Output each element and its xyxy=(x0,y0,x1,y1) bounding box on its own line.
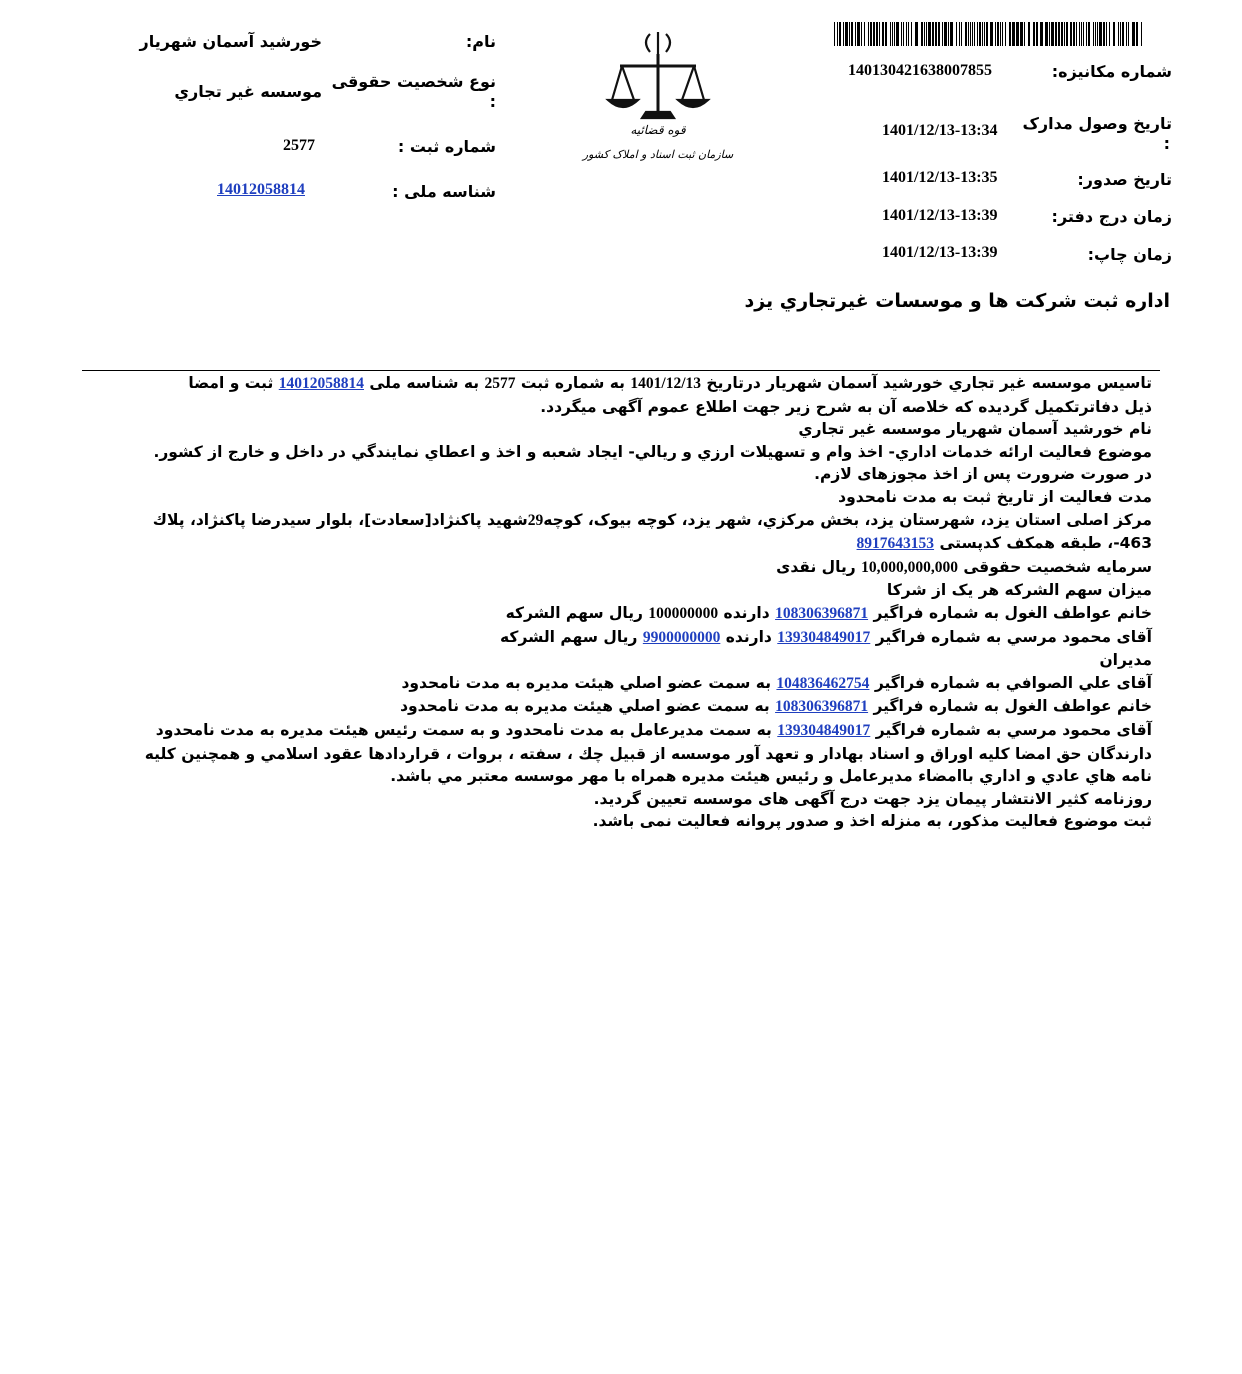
barcode-bar xyxy=(876,22,878,46)
body-line-13: مدیران xyxy=(1099,651,1152,670)
barcode-bar xyxy=(1012,22,1015,46)
barcode-bar xyxy=(1033,22,1035,46)
barcode-bar xyxy=(1002,22,1003,46)
barcode-bar xyxy=(995,22,996,46)
barcode-bar xyxy=(1103,22,1105,46)
emblem-org-text: سازمان ثبت اسناد و املاک کشور xyxy=(582,148,734,161)
barcode-bar xyxy=(868,22,869,46)
body-line-5: در صورت ضرورت پس از اخذ مجوزهای لازم. xyxy=(814,465,1152,484)
barcode-bar xyxy=(968,22,969,46)
judiciary-emblem xyxy=(578,26,738,176)
barcode-bar xyxy=(903,22,904,46)
issue-date-label: تاریخ صدور: xyxy=(1077,170,1172,189)
barcode-bar xyxy=(890,22,891,46)
barcode-bar xyxy=(1005,22,1006,46)
body-line-14: آقای علي الصوافي به شماره فراگیر 104836462754 به سمت عضو اصلي هیئت مدیره به مدت نامحدود xyxy=(401,673,1152,692)
documents-received-value: 1401/12/13-13:34 xyxy=(882,122,998,139)
partner-2-amount-link[interactable]: 9900000000 xyxy=(642,628,721,646)
barcode-bar xyxy=(855,22,856,46)
barcode-bar xyxy=(839,22,841,46)
barcode-bar xyxy=(1055,22,1057,46)
partner-1-id-link[interactable]: 108306396871 xyxy=(775,604,869,622)
barcode-bar xyxy=(1118,22,1119,46)
director-1-id-link[interactable]: 104836462754 xyxy=(776,674,870,692)
barcode-bar xyxy=(1076,22,1077,46)
barcode-bar xyxy=(911,22,912,46)
barcode-bar xyxy=(1009,22,1011,46)
barcode-bar xyxy=(1122,22,1124,46)
barcode-bar xyxy=(1049,22,1050,46)
barcode-bar xyxy=(1081,22,1082,46)
barcode-bar xyxy=(997,22,999,46)
barcode-bar xyxy=(1051,22,1054,46)
barcode-bar xyxy=(1097,22,1098,46)
barcode-bar xyxy=(1120,22,1121,46)
director-3-id-link[interactable]: 139304849017 xyxy=(777,721,871,739)
barcode-bar xyxy=(843,22,844,46)
documents-received-label: تاریخ وصول مدارک xyxy=(1022,114,1172,133)
barcode-bar xyxy=(974,22,975,46)
body-line-4: موضوع فعالیت ارائه خدمات اداري- اخذ وام و تسهیلات ارزي و ریالي- ایجاد شعبه و اخذ و اعطاي نمایندگي در داخل و خارج از کشور. xyxy=(153,442,1152,461)
barcode-bar xyxy=(1036,22,1038,46)
barcode-bar xyxy=(1000,22,1001,46)
barcode-bar xyxy=(1028,22,1030,46)
barcode-bar xyxy=(990,22,993,46)
barcode-bar xyxy=(979,22,981,46)
barcode-bar xyxy=(950,22,953,46)
barcode-bar xyxy=(1066,22,1068,46)
barcode-bar xyxy=(1073,22,1075,46)
barcode-bar xyxy=(834,22,835,46)
barcode-bar xyxy=(906,22,907,46)
barcode-bar xyxy=(1070,22,1072,46)
body-national-id-link[interactable]: 14012058814 xyxy=(278,375,364,392)
barcode-bar xyxy=(972,22,973,46)
barcode-bar xyxy=(928,22,931,46)
barcode-bar xyxy=(948,22,949,46)
barcode-bar xyxy=(882,22,884,46)
body-line-1: تاسیس موسسه غیر تجاري خورشید آسمان شهریار درتاریخ 1401/12/13 به شماره ثبت 2577 به شناسه ملی 14012058814 ثبت و امضا xyxy=(188,374,1152,392)
barcode-bar xyxy=(984,22,985,46)
barcode-bar xyxy=(1141,22,1142,46)
national-id-label: شناسه ملی : xyxy=(392,182,496,201)
barcode-bar xyxy=(982,22,983,46)
barcode-bar xyxy=(1064,22,1065,46)
office-title: اداره ثبت شرکت ها و موسسات غیرتجاري یزد xyxy=(744,290,1170,312)
barcode-bar xyxy=(1040,22,1043,46)
barcode-bar xyxy=(901,22,902,46)
barcode-bar xyxy=(1113,22,1115,46)
name-value: خورشید آسمان شهریار xyxy=(139,32,322,51)
entity-type-colon: : xyxy=(489,92,496,111)
barcode-bar xyxy=(1099,22,1102,46)
barcode-bar xyxy=(942,22,943,46)
barcode-bar xyxy=(1132,22,1135,46)
body-line-2: ذیل دفاترتکمیل گردیده که خلاصه آن به شرح زیر جهت اطلاع عموم آگهی میگردد. xyxy=(540,397,1152,416)
barcode-bar xyxy=(894,22,895,46)
print-time-label: زمان چاپ: xyxy=(1087,245,1172,264)
barcode-bar xyxy=(1106,22,1107,46)
barcode-bar xyxy=(1128,22,1129,46)
barcode-bar xyxy=(1020,22,1023,46)
mechanized-number-value: 140130421638007855 xyxy=(848,62,992,79)
body-line-12: آقای محمود مرسي به شماره فراگیر 139304849017 دارنده 9900000000 ریال سهم الشرکه xyxy=(500,627,1152,646)
barcode-bar xyxy=(1058,22,1060,46)
barcode-bar xyxy=(959,22,960,46)
body-line-7: مرکز اصلی استان یزد، شهرستان یزد، بخش مرکزي، شهر یزد، کوچه بیوک، کوچه29شهید پاکنژاد[سعادت]، بلوار سیدرضا پاکنژاد، پلاك xyxy=(152,510,1152,529)
barcode-bar xyxy=(1045,22,1048,46)
barcode-bar xyxy=(837,22,838,46)
barcode-bar xyxy=(961,22,962,46)
partner-2-id-link[interactable]: 139304849017 xyxy=(777,628,871,646)
national-id-link[interactable]: 14012058814 xyxy=(217,181,305,198)
barcode-bar xyxy=(944,22,947,46)
register-time-value: 1401/12/13-13:39 xyxy=(882,207,998,224)
barcode-bar xyxy=(1126,22,1127,46)
barcode-bar xyxy=(861,22,862,46)
reg-number-value: 2577 xyxy=(283,137,315,154)
documents-received-colon: : xyxy=(1163,134,1170,153)
entity-type-label: نوع شخصیت حقوقی xyxy=(331,72,496,91)
mechanized-number-label: شماره مکانیزه: xyxy=(1051,62,1172,81)
barcode-bar xyxy=(921,22,923,46)
barcode-bar xyxy=(1136,22,1138,46)
emblem-judiciary-text: قوه قضائیه xyxy=(630,123,686,137)
barcode-bar xyxy=(986,22,988,46)
postal-code-link[interactable]: 8917643153 xyxy=(856,535,935,553)
barcode-bar xyxy=(1024,22,1025,46)
barcode-bar xyxy=(879,22,880,46)
body-line-3: نام خورشید آسمان شهریار موسسه غیر تجاري xyxy=(798,420,1152,439)
barcode-bar xyxy=(1109,22,1110,46)
entity-type-value: موسسه غیر تجاري xyxy=(174,82,322,101)
divider xyxy=(82,370,1160,371)
body-line-17: دارندگان حق امضا کلیه اوراق و اسناد بهادار و تعهد آور موسسه از قبیل چك ، سفته ، بروات ، قراردادها عقود اسلامي و همچنین کلیه xyxy=(144,744,1152,763)
barcode xyxy=(834,22,1142,46)
barcode-bar xyxy=(857,22,860,46)
barcode-bar xyxy=(896,22,899,46)
barcode-bar xyxy=(908,22,909,46)
barcode-bar xyxy=(1016,22,1019,46)
barcode-bar xyxy=(932,22,934,46)
barcode-bar xyxy=(873,22,875,46)
barcode-bar xyxy=(845,22,848,46)
issue-date-value: 1401/12/13-13:35 xyxy=(882,169,998,186)
name-label: نام: xyxy=(465,32,496,51)
barcode-bar xyxy=(1086,22,1087,46)
reg-number-label: شماره ثبت : xyxy=(397,137,496,156)
body-line-8: 463-، طبقه همکف کدپستی 8917643153 xyxy=(856,534,1152,553)
barcode-bar xyxy=(1093,22,1094,46)
body-line-9: سرمایه شخصیت حقوقی 10,000,000,000 ریال نقدی xyxy=(776,557,1152,576)
announcement-body xyxy=(68,372,1152,833)
director-2-id-link[interactable]: 108306396871 xyxy=(775,698,869,716)
barcode-bar xyxy=(1079,22,1080,46)
body-line-6: مدت فعالیت از تاریخ ثبت به مدت نامحدود xyxy=(838,487,1152,506)
barcode-bar xyxy=(938,22,940,46)
barcode-bar xyxy=(892,22,893,46)
barcode-bar xyxy=(1088,22,1090,46)
barcode-bar xyxy=(924,22,925,46)
barcode-bar xyxy=(926,22,927,46)
barcode-bar xyxy=(885,22,887,46)
barcode-bar xyxy=(864,22,865,46)
barcode-bar xyxy=(870,22,872,46)
barcode-bar xyxy=(915,22,918,46)
body-line-19: روزنامه کثیر الانتشار پیمان یزد جهت درج آگهی های موسسه تعیین گردید. xyxy=(593,789,1152,808)
barcode-bar xyxy=(851,22,853,46)
barcode-bar xyxy=(935,22,937,46)
barcode-bar xyxy=(977,22,978,46)
barcode-bar xyxy=(970,22,971,46)
barcode-bar xyxy=(1083,22,1084,46)
body-line-20: ثبت موضوع فعالیت مذکور، به منزله اخذ و صدور پروانه فعالیت نمی باشد. xyxy=(592,812,1152,831)
body-line-10: میزان سهم الشرکه هر یک از شرکا xyxy=(886,581,1152,600)
body-line-16: آقای محمود مرسي به شماره فراگیر 139304849017 به سمت مدیرعامل به مدت نامحدود و به سمت رئیس هیئت مدیره به مدت نامحدود xyxy=(155,720,1152,739)
register-time-label: زمان درج دفتر: xyxy=(1051,207,1172,226)
body-line-11: خانم عواطف الغول به شماره فراگیر 108306396871 دارنده 100000000 ریال سهم الشرکه xyxy=(505,603,1152,622)
barcode-bar xyxy=(1061,22,1063,46)
body-line-15: خانم عواطف الغول به شماره فراگیر 108306396871 به سمت عضو اصلي هیئت مدیره به مدت نامحدود xyxy=(400,697,1152,716)
print-time-value: 1401/12/13-13:39 xyxy=(882,244,998,261)
barcode-bar xyxy=(849,22,850,46)
barcode-bar xyxy=(1095,22,1096,46)
barcode-bar xyxy=(965,22,967,46)
barcode-bar xyxy=(956,22,957,46)
body-line-18: نامه هاي عادي و اداري باامضاء مدیرعامل و رئیس هیئت مدیره همراه با مهر موسسه معتبر مي باشد. xyxy=(390,767,1152,786)
